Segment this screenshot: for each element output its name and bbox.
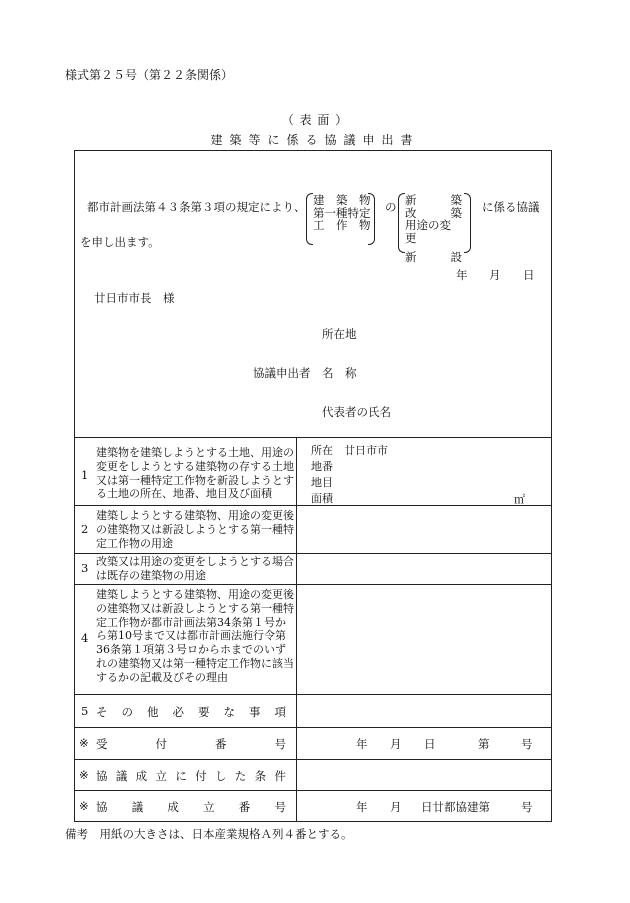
date-month: 月 xyxy=(489,268,501,282)
object-bracket-left xyxy=(306,193,313,245)
row-5-label: そ の 他 必 要 な 事 項 xyxy=(96,705,286,719)
option-structure: 工 作 物 xyxy=(313,218,371,232)
option-use-change: 用途の変更 xyxy=(405,218,451,245)
object-options xyxy=(313,194,371,232)
row-7-label: 協 議 成 立 に 付 し た 条 件 xyxy=(96,769,286,783)
closing-text: を申し出ます。 xyxy=(80,235,160,249)
row-6-month: 月 xyxy=(390,737,402,751)
field-lot-number: 地番 xyxy=(311,460,333,473)
row-1-number: 1 xyxy=(81,468,89,482)
row-5-number: 5 xyxy=(81,704,89,718)
row-8-label: 協 議 成 立 番 号 xyxy=(96,800,286,814)
row-1-fields xyxy=(311,443,388,507)
option-new-install: 新 設 xyxy=(405,250,462,264)
row-2-description: 建築しようとする建築物、用途の変更後の建築物又は新設しようとする第一種特定工作物の用途 xyxy=(96,509,294,550)
date-year: 年 xyxy=(456,268,468,282)
option-building: 建 築 物 xyxy=(313,193,371,207)
option-first-class: 第一種特定 xyxy=(313,205,371,220)
option-new-build: 新 築 xyxy=(405,193,462,207)
row-7-mark: ※ xyxy=(79,768,89,782)
action-options xyxy=(405,194,462,264)
divider xyxy=(74,437,552,438)
action-bracket-left xyxy=(398,193,405,253)
row-3-description: 改築又は用途の変更をしようとする場合は既存の建築物の用途 xyxy=(96,555,294,582)
row-4-description: 建築しようとする建築物、用途の変更後の建築物又は新設しようとする第一種特定工作物が都市計画法第34条第１号から第10号まで又は都市計画法施行令第36条第１項第３号ロからホまでのいずれの建築物又は第一種特定工作物に該当するかの記載及びその理由 xyxy=(96,588,294,684)
name-label: 名 称 xyxy=(322,366,357,380)
divider xyxy=(74,694,552,695)
row-6-dai: 第 xyxy=(478,737,490,751)
object-bracket-right xyxy=(368,193,375,245)
row-1-description: 建築物を建築しようとする土地、用途の変更をしようとする建築物の存する土地又は第一種特定工作物を新設しようとする土地の所在、地番、地目及び面積 xyxy=(96,446,294,501)
divider xyxy=(74,727,552,728)
row-8-year: 年 xyxy=(356,800,368,814)
area-unit: ㎡ xyxy=(514,493,525,506)
document-title: 建築等に係る協議申出書 xyxy=(210,133,420,147)
row-6-mark: ※ xyxy=(79,736,89,750)
applicant-label: 協議申出者 xyxy=(253,366,311,380)
row-2-number: 2 xyxy=(81,522,89,536)
row-6-go: 号 xyxy=(521,737,533,751)
location-label: 所在地 xyxy=(322,327,357,341)
intro-text: 都市計画法第４３条第３項の規定により、 xyxy=(87,200,306,214)
field-area: 面積 xyxy=(311,492,333,505)
row-6-day: 日 xyxy=(424,737,436,751)
row-4-number: 4 xyxy=(81,631,89,645)
row-8-go: 号 xyxy=(521,800,533,814)
row-8-mark: ※ xyxy=(79,799,89,813)
suffix-text: に係る協議 xyxy=(482,200,540,214)
remarks-note: 備考 用紙の大きさは、日本産業規格Ａ列４番とする。 xyxy=(65,827,353,841)
row-8-number-prefix: 日廿都協建第 xyxy=(421,800,490,814)
date-day: 日 xyxy=(523,268,535,282)
field-land-category: 地目 xyxy=(311,476,333,489)
row-6-label: 受 付 番 号 xyxy=(96,737,286,751)
divider xyxy=(74,790,552,791)
divider xyxy=(74,759,552,760)
row-3-number: 3 xyxy=(81,561,89,575)
row-6-year: 年 xyxy=(356,737,368,751)
field-location: 所在 廿日市市 xyxy=(311,444,388,457)
representative-label: 代表者の氏名 xyxy=(322,405,391,419)
addressee: 廿日市市長 様 xyxy=(94,291,175,305)
divider xyxy=(74,584,552,585)
action-bracket-right xyxy=(464,193,471,253)
option-rebuild: 改 築 xyxy=(405,205,462,220)
form-number: 様式第２５号（第２２条関係） xyxy=(65,68,234,82)
particle-no: の xyxy=(385,200,397,214)
side-label: （ 表 面 ） xyxy=(281,113,349,127)
row-8-month: 月 xyxy=(390,800,402,814)
column-divider xyxy=(296,437,297,822)
divider xyxy=(74,553,552,554)
